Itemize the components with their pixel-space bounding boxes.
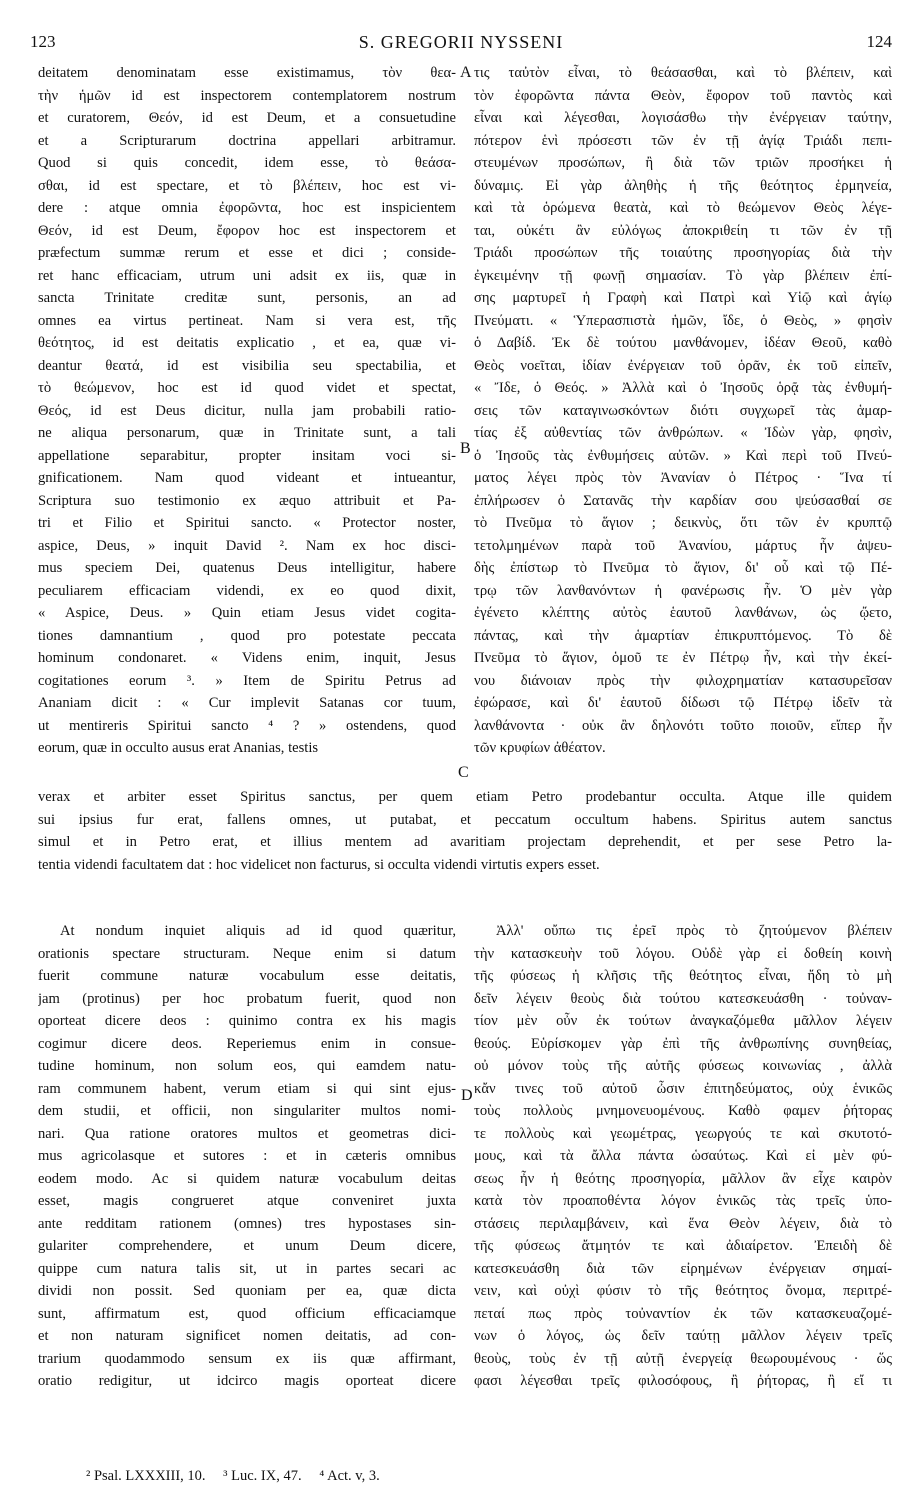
text-line: δύναμις. Εἰ γὰρ ἀληθὴς ἡ τῆς θεότητος ἑρμηνεία, — [474, 177, 892, 194]
margin-letter-a: A — [460, 64, 472, 81]
text-line: τίας ἐξ αὐθεντίας τῶν ἀνθρώπων. « Ἰδὼν γὰρ, φησὶν, — [474, 425, 892, 441]
text-line: tudine hominum, non solum eos, qui eamdem natu- — [38, 1058, 456, 1074]
text-line: præfectum summæ rerum et esse et dici ; conside- — [38, 245, 456, 261]
text-line: sui ipsius fur erat, fallens omnes, ut putabat, et peccatum occultum habens. Spiritus autem sanctus — [38, 811, 892, 828]
text-line: λανθάνοντα · οὐκ ἂν δηλονότι τοῦτο ποιοῦν, εἴπερ ἦν — [474, 717, 892, 734]
text-line: Πνεύματι. « Ὑπερασπιστὰ ἡμῶν, ἴδε, ὁ Θεὸς, » φησὶν — [474, 312, 892, 329]
text-line: πότερον ἑνὶ πρόσεστι τῶν ἐν τῇ ἁγίᾳ Τριάδι πεπι- — [474, 132, 892, 149]
text-line: Θεός, id est Deus dicitur, nulla jam probabili ratio- — [38, 402, 456, 419]
text-line: At nondum inquiet aliquis ad id quod quæritur, — [60, 923, 456, 939]
text-line: εἶναι καὶ λέγεσθαι, λογισάσθω τὴν ἐνέργειαν ταύτην, — [474, 110, 892, 126]
text-line: sunt, affirmatum est, quod officium efficaciamque — [38, 1305, 456, 1322]
text-line: appellatione separabitur, propter insitam voci si- — [38, 447, 456, 464]
text-line: tiones damnantium , quod pro potestate peccata — [38, 627, 456, 644]
text-line: Ἀλλ' οὔπω τις ἐρεῖ πρὸς τὸ ζητούμενον βλέπειν — [496, 923, 892, 939]
text-line: Scriptura suo testimonio ex æquo attribuit et Pa- — [38, 492, 456, 509]
text-line: dividi non possit. Sed quoniam per ea, quæ dicta — [38, 1283, 456, 1299]
text-line: eodem modo. Ac si quidem naturæ vocabulum deitas — [38, 1170, 456, 1187]
text-line: νων ὁ λόγος, ὡς δεῖν ταύτῃ μᾶλλον λέγειν τρεῖς — [474, 1328, 892, 1344]
footnotes — [86, 1468, 394, 1485]
text-line: hominum condonaret. « Videns enim, inquit, Jesus — [38, 650, 456, 666]
text-line: fuerit commune naturæ vocabulum esse deitatis, — [38, 968, 456, 984]
text-line: στάσεις περιλαμβάνειν, καὶ ἕνα Θεὸν λέγειν, διὰ τὸ — [474, 1215, 892, 1232]
text-line: ὁ Δαβίδ. Ἐκ δὲ τούτου μανθάνομεν, ἰδέαν Θεοῦ, καθὸ — [474, 335, 892, 351]
text-line: orationis spectare structuram. Neque enim si datum — [38, 945, 456, 962]
footnote: ⁴ Act. v, 3. — [319, 1468, 380, 1484]
text-line: aspice, Deus, » inquit David ². Nam ex hoc disci- — [38, 537, 456, 554]
text-line: ἐπλήρωσεν ὁ Σατανᾶς τὴν καρδίαν σου ψεύσασθαί σε — [474, 492, 892, 509]
text-line: « Ἴδε, ὁ Θεός. » Ἀλλὰ καὶ ὁ Ἰησοῦς ὁρᾷ τὰς ἐνθυμή- — [474, 380, 892, 396]
text-line: dere : atque omnia ἐφορῶντα, hoc est inspicientem — [38, 200, 456, 216]
text-line: τὸ θεώμενον, hoc est id quod videt et spectat, — [38, 380, 456, 396]
text-line: « Aspice, Deus. » Quin etiam Jesus videt cogita- — [38, 605, 456, 621]
text-line: simul et in Petro erat, et illius mentem ad avaritiam projectam deprehendit, et per sese Petro la- — [38, 834, 892, 850]
text-line: κατεσκευάσθη διὰ τῶν εἰρημένων ἐνέργειαν σημαί- — [474, 1260, 892, 1277]
text-line: νου διάνοιαν πρὸς τὴν φιλοχρηματίαν κατασυρεῖσαν — [474, 672, 892, 689]
text-line: θεότητος, id est deitatis explicatio , et ea, quæ vi- — [38, 335, 456, 351]
text-line: τρῳ τῶν λανθανόντων ἡ φανέρωσις ἦν. Ὁ μὲν γὰρ — [474, 582, 892, 599]
text-line: καὶ τὰ ὁρώμενα θεατὰ, καὶ τὸ θεώμενον Θεὸς λέγε- — [474, 200, 892, 216]
text-line: οὐ μόνον τοὺς τῆς αὐτῆς φύσεως κοινωνίας , ἀλλὰ — [474, 1058, 892, 1074]
text-line: sancta Trinitate creditæ sunt, personis, an ad — [38, 290, 456, 306]
text-line: τις ταὐτὸν εἶναι, τὸ θεάσασθαι, καὶ τὸ βλέπειν, καὶ — [474, 65, 892, 81]
text-line: mus speciem Dei, quatenus Deus intelligitur, habere — [38, 560, 456, 576]
text-line: gulariter comprehendere, et unum Deum dicere, — [38, 1238, 456, 1254]
text-line: δεῖν λέγειν θεοὺς διὰ τούτου κατεσκευάσθη · τοὐναν- — [474, 990, 892, 1007]
text-line: Πνεῦμα τὸ ἅγιον, ὁμοῦ τε ἐν Πέτρῳ ἦν, καὶ τὴν ἐκεί- — [474, 650, 892, 666]
footnote: ² Psal. LXXXIII, 10. — [86, 1468, 206, 1484]
page-header — [30, 32, 892, 56]
text-line: τὴν ἡμῶν id est inspectorem contemplatorem nostrum — [38, 87, 456, 104]
page-number-right: 124 — [866, 32, 892, 51]
margin-letter-d: D — [461, 1087, 473, 1104]
text-line: deitatem denominatam esse existimamus, τὸν θεα- — [38, 65, 456, 81]
text-line: quippe cum natura talis sit, ut in partes secari ac — [38, 1260, 456, 1277]
text-line: mus agricolasque et sutores : et in cæteris omnibus — [38, 1148, 456, 1164]
text-line: θεούς. Εὑρίσκομεν γὰρ ἐπὶ τῆς ἀνθρωπίνης συνηθείας, — [474, 1035, 892, 1052]
text-line: τῆς φύσεως ἄτμητόν τε καὶ ἀδιαίρετον. Ἐπειδὴ δὲ — [474, 1238, 892, 1254]
text-line: esset, magis congrueret atque conveniret juxta — [38, 1193, 456, 1209]
running-title: S. GREGORII NYSSENI — [358, 32, 564, 52]
text-line: cogimur dicere deos. Reperiemus enim in consue- — [38, 1035, 456, 1052]
text-line: τοὺς πολλοὺς μνημονευομένους. Καθὸ φαμεν ῥήτορας — [474, 1103, 892, 1119]
text-line: Θεόν, id est Deum, ἔφορον hoc est inspectorem et — [38, 222, 456, 239]
text-line: τετολμημένων παρὰ τοῦ Ἀνανίου, μάρτυς ἦν ἀψευ- — [474, 537, 892, 554]
text-line: σεως ἦν ἡ θεότης προσηγορία, μᾶλλον ἂν εἶχε καιρὸν — [474, 1170, 892, 1187]
text-line: δὴς ἐπίστωρ τὸ Πνεῦμα τὸ ἅγιον, δι' οὗ καὶ τῷ Πέ- — [474, 560, 892, 576]
text-line: τὸν ἐφορῶντα πάντα Θεὸν, ἔφορον τοῦ παντὸς καὶ — [474, 87, 892, 104]
margin-letter-c: C — [458, 764, 469, 781]
text-line: ἐφώρασε, καὶ δι' ἑαυτοῦ δίδωσι τῷ Πέτρῳ ἰδεῖν τὰ — [474, 695, 892, 711]
text-line: gnificationem. Nam quod videant et intueantur, — [38, 470, 456, 486]
text-line: ὁ Ἰησοῦς τὰς ἐνθυμήσεις αὐτῶν. » Καὶ περὶ τοῦ Πνεύ- — [474, 447, 892, 464]
text-line: et non naturam significet nomen deitatis, ad con- — [38, 1328, 456, 1344]
text-line: τῶν κρυφίων ἀθέατον. — [474, 740, 606, 756]
margin-letter-b: B — [460, 440, 471, 457]
text-line: τίον μὲν οὖν ἐκ τούτων ἀναγκαζόμεθα μᾶλλον λέγειν — [474, 1013, 892, 1029]
text-line: τὸ Πνεῦμα τὸ ἅγιον ; δεικνὺς, ὅτι τῶν ἐν κρυπτῷ — [474, 515, 892, 531]
text-line: Quod si quis concedit, idem esse, τὸ θεάσα- — [38, 155, 456, 171]
text-line: σεις τῶν καταγινωσκόντων διότι συγχωρεῖ τὰς ἁμαρ- — [474, 402, 892, 419]
text-line: ut mentireris Spiritui sancto ⁴ ? » ostendens, quod — [38, 717, 456, 734]
text-line: eorum, quæ in occulto ausus erat Ananias, testis — [38, 740, 319, 756]
text-line: ram communem habent, verum etiam si qui sint ejus- — [38, 1080, 456, 1097]
text-line: cogitationes eorum ³. » Item de Spiritu Petrus ad — [38, 672, 456, 689]
text-line: jam (protinus) per hoc probatum fuerit, quod non — [38, 990, 456, 1007]
text-line: πεταί πως πρὸς τοὐναντίον ἐκ τῶν κατασκευαζομέ- — [474, 1305, 892, 1322]
text-line: et curatorem, Θεόν, id est Deum, et a consuetudine — [38, 110, 456, 126]
text-line: κἄν τινες τοῦ αὐτοῦ ὦσιν ἐπιτηδεύματος, οὐχ ἑνικῶς — [474, 1080, 892, 1097]
text-line: dem studii, et officii, non singulariter multos nomi- — [38, 1103, 456, 1119]
text-line: σθαι, id est spectare, et τὸ βλέπειν, hoc est vi- — [38, 177, 456, 194]
text-line: στευμένων προσώπων, ἢ διὰ τῶν τριῶν προσήκει ἡ — [474, 155, 892, 171]
text-line: τὴν κατασκευὴν τοῦ λόγου. Οὐδὲ γὰρ εἰ δοθείη κοινὴ — [474, 945, 892, 962]
text-line: Ananiam dicit : « Cur implevit Satanas cor tuum, — [38, 695, 456, 711]
latin-column-lower — [38, 920, 456, 1393]
text-line: ται, οὐκέτι ἂν εὐλόγως ἀποκριθείη τι τῶν ἐν τῇ — [474, 222, 892, 239]
latin-full-width-paragraph — [38, 786, 892, 876]
text-line: tri et Filio et Spiritui sancto. « Protector noster, — [38, 515, 456, 531]
text-line: ἐγένετο κλέπτης αὐτὸς ἑαυτοῦ λανθάνων, ὡς ᾤετο, — [474, 605, 892, 621]
text-line: ματος λέγει πρὸς τὸν Ἀνανίαν ὁ Πέτρος · Ἵνα τί — [474, 470, 892, 486]
text-line: πάντας, καὶ τὴν ἁμαρτίαν ἐπικρυπτόμενος. Τὸ δὲ — [474, 627, 892, 644]
text-line: trarium quodammodo sensum ex iis quæ affirmant, — [38, 1350, 456, 1367]
text-line: τῆς φύσεως ἡ κλῆσις τῆς θεότητος εἶναι, ἤδη τὸ μὴ — [474, 968, 892, 984]
text-line: peculiarem efficaciam videndi, ex eo quod dixit, — [38, 582, 456, 599]
latin-column-upper — [38, 62, 456, 760]
text-line: τε πολλοὺς καὶ γεωμέτρας, γεωργούς τε καὶ σκυτοτό- — [474, 1125, 892, 1142]
text-line: θεοὺς, τοὺς ἐν τῇ αὐτῇ ἐνεργείᾳ θεωρουμένους · ὥς — [474, 1350, 892, 1367]
text-line: σης μαρτυρεῖ ἡ Γραφὴ καὶ Πατρὶ καὶ Υἱῷ καὶ ἁγίῳ — [474, 290, 892, 306]
text-line: ne aliqua personarum, quæ in Trinitate sunt, a tali — [38, 425, 456, 441]
text-line: κατὰ τὸν προαποθέντα λόγον ἑνικῶς τὰς τρεῖς ὑπο- — [474, 1193, 892, 1209]
greek-column-upper — [474, 62, 892, 760]
text-line: ante redditam rationem (omnes) tres hypostases sin- — [38, 1215, 456, 1232]
footnote: ³ Luc. IX, 47. — [223, 1468, 302, 1484]
text-line: Θεὸς νοεῖται, ἰδίαν ἐνέργειαν τοῦ ὁρᾶν, ἐκ τοῦ εἰπεῖν, — [474, 357, 892, 374]
text-line: ἐγκειμένην τῇ φωνῇ σημασίαν. Τὸ γὰρ βλέπειν ἐπί- — [474, 267, 892, 284]
greek-column-lower — [474, 920, 892, 1393]
text-line: μους, καὶ τὰ ἄλλα πάντα ὡσαύτως. Καὶ εἰ μὲν φύ- — [474, 1148, 892, 1164]
text-line: et a Scripturarum doctrina appellari arbitramur. — [38, 132, 456, 149]
text-line: φασι λέγεσθαι τρεῖς φιλοσόφους, ἢ ῥήτορας, ἢ εἴ τι — [474, 1373, 892, 1389]
text-line: omnes ea virtus pertineat. Nam si vera est, τῆς — [38, 312, 456, 329]
text-line: oratio redigitur, ut idcirco magis oporteat dicere — [38, 1373, 456, 1389]
text-line: verax et arbiter esset Spiritus sanctus, per quem etiam Petro prodebantur occulta. Atque ille quidem — [38, 789, 892, 805]
text-line: oporteat dicere deos : quinimo contra ex his magis — [38, 1013, 456, 1029]
page-number-left: 123 — [30, 32, 56, 51]
text-line: νειν, καὶ οὐχὶ φύσιν τὸ τῆς θεότητος ὄνομα, περιτρέ- — [474, 1283, 892, 1299]
text-line: nari. Qua ratione oratores multos et geometras dici- — [38, 1125, 456, 1142]
text-line: deantur θεατά, id est visibilia seu spectabilia, et — [38, 357, 456, 374]
text-line: ret hanc efficaciam, utrum uni adsit ex iis, quæ in — [38, 267, 456, 284]
text-line: tentia videndi facultatem dat : hoc videlicet non facturus, si occulta videndi virtutis expers esset. — [38, 856, 600, 873]
text-line: Τριάδι προσώπων τῆς τοιαύτης προσηγορίας διὰ τὴν — [474, 245, 892, 261]
